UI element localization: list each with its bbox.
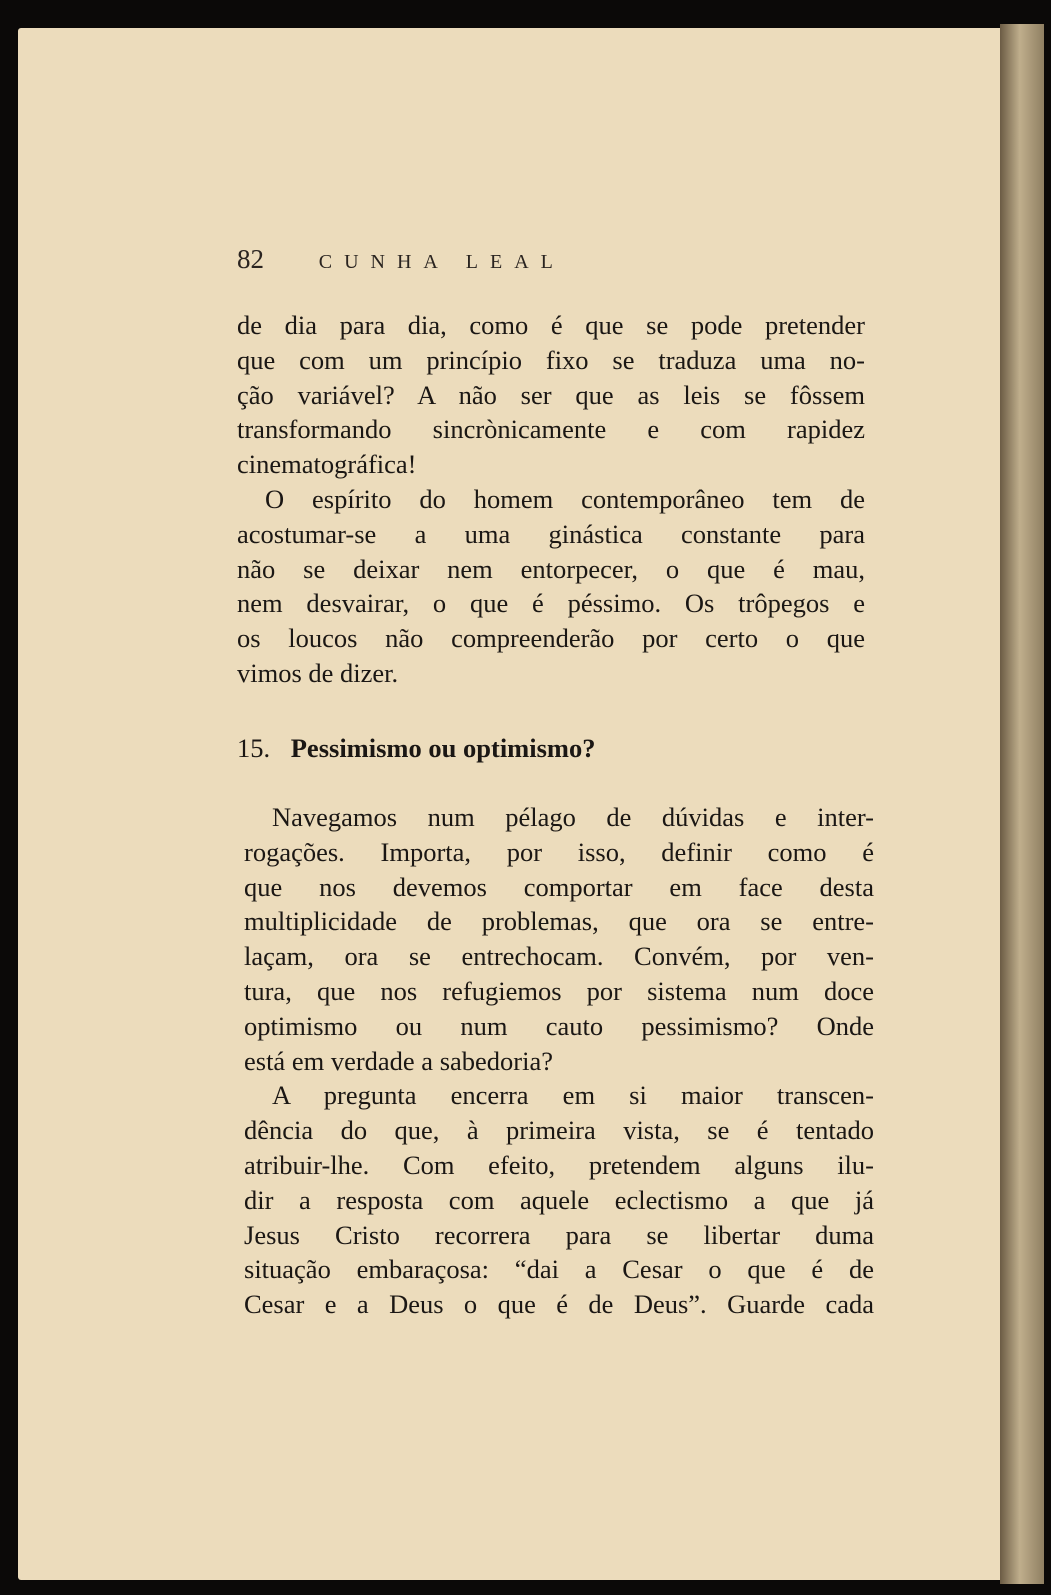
text-line: Jesus Cristo recorrera para se libertar duma xyxy=(244,1219,874,1250)
text-line: transformando sincrònicamente e com rapidez xyxy=(237,414,865,445)
running-title: CUNHA LEAL xyxy=(318,251,565,273)
page-number: 82 xyxy=(237,244,264,274)
text-line: nem desvairar, o que é péssimo. Os trôpegos e xyxy=(237,588,865,619)
text-block-top xyxy=(237,308,865,691)
text-line: Cesar e a Deus o que é de Deus”. Guarde cada xyxy=(244,1289,874,1320)
text-line: dir a resposta com aquele eclectismo a que já xyxy=(244,1184,874,1215)
text-line: Navegamos num pélago de dúvidas e inter- xyxy=(272,802,874,832)
text-block-bottom xyxy=(244,800,874,1322)
text-line: os loucos não compreenderão por certo o que xyxy=(237,623,865,654)
text-line: rogações. Importa, por isso, definir como é xyxy=(244,836,874,867)
text-line: que nos devemos comportar em face desta xyxy=(244,871,874,902)
text-line: A pregunta encerra em si maior transcen- xyxy=(272,1080,874,1111)
section-heading xyxy=(237,733,596,764)
text-line: de dia para dia, como é que se pode pretender xyxy=(237,310,865,340)
text-line: multiplicidade de problemas, que ora se entre- xyxy=(244,906,874,937)
text-line: que com um princípio fixo se traduza uma no- xyxy=(237,344,865,375)
text-line: atribuir-lhe. Com efeito, pretendem alguns ilu- xyxy=(244,1149,874,1180)
text-line: situação embaraçosa: “dai a Cesar o que é de xyxy=(244,1254,874,1285)
text-line: acostumar-se a uma ginástica constante para xyxy=(237,518,865,549)
text-line: cinematográfica! xyxy=(237,449,417,480)
section-title: Pessimismo ou optimismo? xyxy=(290,733,596,763)
text-line: não se deixar nem entorpecer, o que é mau, xyxy=(237,553,865,584)
text-line: está em verdade a sabedoria? xyxy=(244,1045,553,1076)
section-number: 15. xyxy=(237,733,271,763)
text-line: optimismo ou num cauto pessimismo? Onde xyxy=(244,1010,874,1041)
text-line: vimos de dizer. xyxy=(237,657,399,688)
text-line: O espírito do homem contemporâneo tem de xyxy=(265,483,865,514)
text-line: dência do que, à primeira vista, se é tentado xyxy=(244,1115,874,1146)
text-line: laçam, ora se entrechocam. Convém, por ven- xyxy=(244,941,874,972)
text-line: tura, que nos refugiemos por sistema num doce xyxy=(244,975,874,1006)
running-header xyxy=(237,244,565,275)
page-edge xyxy=(1000,24,1044,1584)
text-line: ção variável? A não ser que as leis se fôssem xyxy=(237,379,865,410)
